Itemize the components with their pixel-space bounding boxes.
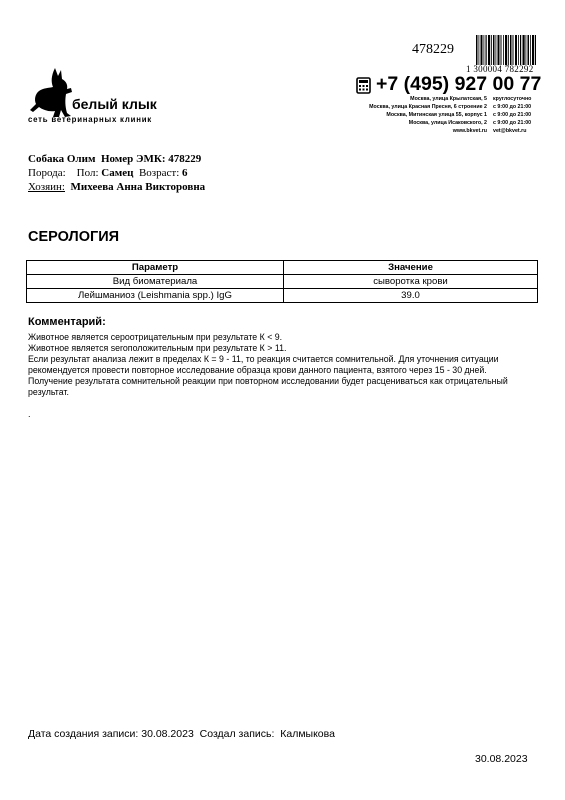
table-row (27, 275, 538, 289)
emk-number: 478229 (168, 153, 202, 165)
record-number: 478229 (412, 42, 454, 57)
patient-age: 6 (182, 167, 188, 179)
table-cell: Вид биоматериала (27, 275, 284, 289)
clinic-hours: с 9:00 до 21:00 (493, 111, 532, 118)
patient-line (28, 152, 205, 166)
column-header: Параметр (27, 261, 284, 275)
comment-line: Если результат анализа лежит в пределах К = 9 - 11, то реакция считается сомнительной. Для уточнения ситуации рекомендуется провести повторное исследование образца крови данного пациента, взятого через 15 - 30 дней. (28, 354, 499, 375)
barcode-icon (476, 35, 536, 65)
table-header-row (27, 261, 538, 275)
patient-sex: Самец (101, 167, 134, 179)
clinic-address: Москва, улица Красная Пресня, 6 строение 2 (369, 103, 487, 110)
comment-line: Животное является сероотрицательным при результате К < 9. (28, 332, 283, 342)
table-cell: 39.0 (284, 289, 538, 303)
clinic-hours: с 9:00 до 21:00 (493, 103, 532, 110)
owner-label: Хозяин: (28, 181, 65, 193)
website-link[interactable]: www.bkvet.ru (452, 127, 487, 134)
phone-number: +7 (495) 927 00 77 (376, 73, 542, 95)
brand-name: белый клык (72, 96, 157, 112)
created-date: 30.08.2023 (141, 728, 194, 740)
clinic-row (300, 120, 540, 128)
comment-line: Получение результата сомнительной реакции при повторном исследовании будет расцениваться как отрицательный результат. (28, 376, 508, 397)
sex-label: Пол: (76, 167, 99, 179)
table-row (27, 289, 538, 303)
phone-icon (356, 77, 371, 94)
author-label: Создал запись: (199, 728, 275, 740)
clinic-hours: с 9:00 до 21:00 (493, 119, 532, 126)
barcode-digits: 1 300004 782292 (466, 64, 534, 74)
results-table (26, 260, 538, 303)
column-header: Значение (284, 261, 538, 275)
clinic-row (300, 128, 540, 136)
comment-body (28, 332, 548, 398)
brand-tagline: сеть ветеринарных клиник (28, 115, 153, 124)
patient-species: Собака (28, 153, 65, 165)
comment-title: Комментарий: (28, 316, 106, 328)
table-cell: сыворотка крови (284, 275, 538, 289)
owner-name: Михеева Анна Викторовна (70, 181, 206, 193)
author-name: Калмыкова (280, 728, 335, 740)
clinic-list (300, 96, 540, 136)
clinic-row (300, 112, 540, 120)
section-title: СЕРОЛОГИЯ (28, 229, 120, 245)
breed-label: Порода: (28, 167, 66, 179)
patient-name: Олим (66, 153, 96, 165)
owner-line (28, 180, 205, 194)
email-link[interactable]: vet@bkvet.ru (493, 127, 527, 134)
record-created-line (28, 728, 335, 740)
clinic-hours: круглосуточно (493, 96, 532, 102)
emk-label: Номер ЭМК: (100, 153, 166, 165)
clinic-address: Москва, улица Исаковского, 2 (408, 119, 487, 126)
created-label: Дата создания записи: (28, 728, 139, 740)
clinic-address: Москва, улица Крылатская, 5 (410, 96, 487, 102)
age-label: Возраст: (138, 167, 180, 179)
patient-details-line (28, 166, 205, 180)
print-date: 30.08.2023 (475, 753, 528, 765)
trailing-mark: . (28, 409, 31, 419)
patient-info (28, 152, 205, 194)
clinic-address: Москва, Митинская улица 55, корпус 1 (386, 111, 487, 118)
clinic-row (300, 96, 540, 104)
clinic-row (300, 104, 540, 112)
table-cell: Лейшманиоз (Leishmania spp.) IgG (27, 289, 284, 303)
comment-line: Животное является seroположительным при результате К > 11. (28, 343, 287, 353)
